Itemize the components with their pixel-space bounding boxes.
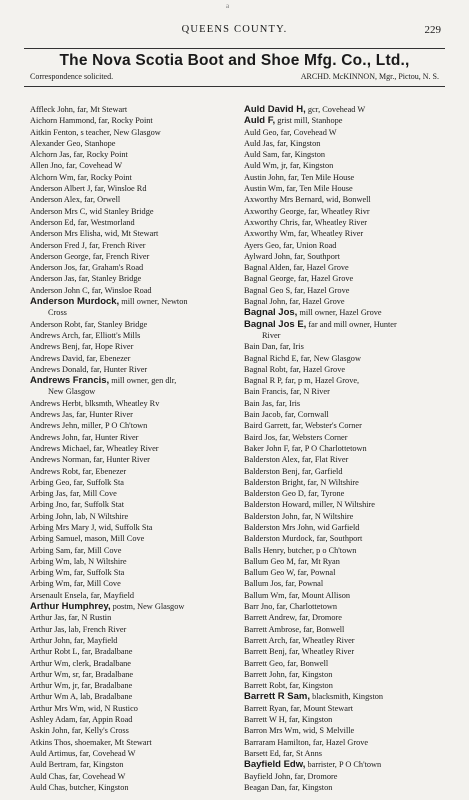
directory-entry	[30, 737, 242, 748]
directory-entry	[244, 590, 456, 601]
entry-text: mill owner, gen dlr,	[109, 376, 177, 386]
directory-entry	[30, 703, 242, 714]
directory-entry	[244, 725, 456, 736]
directory-entry	[244, 273, 456, 284]
entry-text: Baird Garrett, far, Webster's Corner	[244, 421, 362, 431]
entry-text: Arbing Wm, far, Suffolk Sta	[30, 568, 125, 578]
directory-entry	[30, 138, 242, 149]
entry-text: Atkins Thos, shoemaker, Mt Stewart	[30, 737, 152, 747]
entry-text: Anderson Alex, far, Orwell	[30, 195, 121, 205]
left-column	[30, 104, 242, 793]
directory-entry	[244, 477, 456, 488]
entry-text: Bayfield John, far, Dromore	[244, 771, 338, 781]
entry-text: Barrett Ambrose, far, Bonwell	[244, 624, 345, 634]
directory-entry	[244, 319, 456, 330]
entry-text: Ballum Jos, far, Pownal	[244, 579, 324, 589]
directory-entry	[30, 296, 242, 307]
entry-text: Arbing Samuel, mason, Mill Cove	[30, 534, 145, 544]
entry-text: Auld Wm, jr, far, Kingston	[244, 161, 334, 171]
directory-entry	[244, 567, 456, 578]
directory-entry	[30, 601, 242, 612]
directory-entry	[244, 511, 456, 522]
directory-entry	[30, 398, 242, 409]
directory-entry	[30, 127, 242, 138]
entry-text: Anderson Jas, far, Stanley Bridge	[30, 274, 142, 284]
directory-entry	[244, 703, 456, 714]
directory-entry	[30, 319, 242, 330]
directory-entry	[244, 680, 456, 691]
entry-text: Barrett Robt, far, Kingston	[244, 681, 333, 691]
entry-text: Axworthy Mrs Bernard, wid, Bonwell	[244, 195, 371, 205]
directory-entry	[244, 635, 456, 646]
entry-text: Arbing Wm, lab, N Wiltshire	[30, 556, 127, 566]
entry-text: Barr Jno, far, Charlottetown	[244, 602, 337, 612]
entry-text: Ayers Geo, far, Union Road	[244, 240, 337, 250]
entry-text: Balls Henry, butcher, p o Ch'town	[244, 545, 357, 555]
directory-entry	[244, 432, 456, 443]
entry-text: Arbing Mrs Mary J, wid, Suffolk Sta	[30, 522, 153, 532]
directory-entry	[244, 624, 456, 635]
directory-entry	[244, 601, 456, 612]
directory-entry	[30, 330, 242, 341]
entry-text: Bagnal R P, far, p m, Hazel Grove,	[244, 376, 360, 386]
entry-text: Arthur Jas, far, N Rustin	[30, 613, 112, 623]
directory-entry	[30, 420, 242, 431]
entry-text: Baird Jos, far, Websters Corner	[244, 432, 348, 442]
entry-text: blacksmith, Kingston	[310, 692, 384, 702]
entry-text: Arthur John, far, Mayfield	[30, 635, 118, 645]
entry-text: Auld Artimus, far, Covehead W	[30, 748, 136, 758]
directory-entry	[30, 285, 242, 296]
entry-text: Andrews Robt, far, Ebenezer	[30, 466, 127, 476]
entry-text: Andrews Herbt, blksmth, Wheatley Rv	[30, 398, 160, 408]
entry-text: Andrews Jas, far, Hunter River	[30, 410, 133, 420]
entry-text: Balderston John, far, N Wiltshire	[244, 511, 354, 521]
directory-entry	[244, 782, 456, 793]
entry-text: Arthur Wm A, lab, Bradalbane	[30, 692, 133, 702]
entry-text: Baker John F, far, P O Charlottetown	[244, 443, 367, 453]
entry-text: Andrews Norman, far, Hunter River	[30, 455, 150, 465]
entry-text: Barrett Arch, far, Wheatley River	[244, 635, 355, 645]
directory-entry	[30, 511, 242, 522]
entry-text: Barron Mrs Wm, wid, S Melville	[244, 726, 355, 736]
directory-entry	[244, 646, 456, 657]
directory-entry	[30, 149, 242, 160]
entry-text: Arbing Geo, far, Suffolk Sta	[30, 477, 124, 487]
entry-text: Balderston Benj, far, Garfield	[244, 466, 343, 476]
directory-entry	[244, 454, 456, 465]
directory-entry	[30, 206, 242, 217]
directory-entry	[244, 217, 456, 228]
directory-entry	[30, 251, 242, 262]
directory-entry	[244, 341, 456, 352]
entry-continuation: New Glasgow	[48, 387, 96, 397]
entry-text: Anderson John C, far, Winsloe Road	[30, 285, 152, 295]
entry-text: Anderson Albert J, far, Winsloe Rd	[30, 184, 147, 194]
entry-text: Andrews Arch, far, Elliott's Mills	[30, 330, 141, 340]
entry-text: Auld Sam, far, Kingston	[244, 150, 326, 160]
directory-entry	[244, 545, 456, 556]
directory-entry	[30, 590, 242, 601]
directory-entry	[244, 669, 456, 680]
directory-entry	[30, 488, 242, 499]
entry-name-bold: Bagnal Jos,	[244, 307, 298, 319]
advert-bottom-rule	[24, 86, 445, 87]
directory-entry	[30, 748, 242, 759]
right-column	[244, 104, 456, 793]
directory-entry	[30, 714, 242, 725]
entry-text: Arbing Sam, far, Mill Cove	[30, 545, 122, 555]
directory-entry	[30, 533, 242, 544]
entry-text: Andrews Jehn, miller, P O Ch'town	[30, 421, 148, 431]
entry-text: mill owner, Newton	[119, 297, 188, 307]
directory-entry	[244, 488, 456, 499]
directory-entry	[244, 522, 456, 533]
directory-entry	[244, 115, 456, 126]
entry-text: Bain Jas, far, Iris	[244, 398, 301, 408]
directory-entry	[30, 375, 242, 386]
directory-entry	[30, 172, 242, 183]
directory-entry	[244, 499, 456, 510]
entry-text: Austin John, far, Ten Mile House	[244, 172, 355, 182]
entry-text: Barraram Hamilton, far, Hazel Grove	[244, 737, 369, 747]
entry-text: Anderson Mrs C, wid Stanley Bridge	[30, 206, 154, 216]
entry-text: mill owner, Hazel Grove	[297, 308, 382, 318]
directory-entry	[244, 240, 456, 251]
directory-entry	[30, 443, 242, 454]
entry-text: Andrews Donald, far, Hunter River	[30, 364, 148, 374]
corner-mark: a	[226, 2, 230, 10]
entry-text: Affleck John, far, Mt Stewart	[30, 105, 128, 114]
directory-entry	[244, 160, 456, 171]
directory-entry	[244, 251, 456, 262]
entry-text: barrister, P O Ch'town	[305, 760, 382, 770]
entry-text: Arthur Jas, lab, French River	[30, 624, 127, 634]
directory-entry	[244, 228, 456, 239]
entry-text: Barrett John, far, Kingston	[244, 669, 333, 679]
entry-text: Andrews Michael, far, Wheatley River	[30, 443, 159, 453]
directory-entry	[244, 759, 456, 770]
entry-text: Auld Bertram, far, Kingston	[30, 760, 124, 770]
directory-entry	[30, 364, 242, 375]
entry-text: Anderson Jos, far, Graham's Road	[30, 263, 144, 273]
entry-text: Andrews David, far, Ebenezer	[30, 353, 131, 363]
entry-text: Auld Chas, butcher, Kingston	[30, 782, 129, 792]
entry-text: Balderston Bright, far, N Wiltshire	[244, 477, 359, 487]
entry-continuation: River	[262, 330, 281, 340]
directory-entry	[244, 364, 456, 375]
entry-name-bold: Anderson Murdock,	[30, 296, 120, 308]
entry-text: Auld Chas, far, Covehead W	[30, 771, 126, 781]
entry-text: Bain Francis, far, N River	[244, 387, 330, 397]
directory-entry	[244, 353, 456, 364]
directory-entry	[30, 477, 242, 488]
directory-entry	[244, 533, 456, 544]
entry-text: Aichorn Hammond, far, Rocky Point	[30, 116, 153, 126]
directory-entry	[244, 658, 456, 669]
directory-entry	[244, 285, 456, 296]
entry-text: Ashley Adam, far, Appin Road	[30, 715, 133, 725]
entry-text: Bagnal Alden, far, Hazel Grove	[244, 263, 349, 273]
entry-text: grist mill, Stanhope	[275, 116, 343, 126]
advert-subline	[30, 72, 439, 84]
entry-text: Arbing Wm, far, Mill Cove	[30, 579, 121, 589]
directory-entry	[244, 172, 456, 183]
entry-text: Barrett W H, far, Kingston	[244, 715, 333, 725]
entry-text: Barsett Ed, far, St Anns	[244, 748, 323, 758]
directory-entry	[244, 149, 456, 160]
directory-entry	[30, 669, 242, 680]
directory-entry	[30, 635, 242, 646]
directory-entry	[244, 386, 456, 397]
entry-text: gcr, Covehead W	[305, 105, 366, 114]
entry-text: Arbing Jas, far, Mill Cove	[30, 489, 117, 499]
entry-text: Auld Geo, far, Covehead W	[244, 127, 337, 137]
directory-entry	[30, 556, 242, 567]
entry-text: Allen Jno, far, Covehead W	[30, 161, 123, 171]
entry-text: Askin John, far, Kelly's Cross	[30, 726, 129, 736]
entry-text: far and mill owner, Hunter	[306, 319, 397, 329]
directory-entry	[30, 499, 242, 510]
entry-text: Ballum Geo M, far, Mt Ryan	[244, 556, 340, 566]
directory-entry	[30, 771, 242, 782]
directory-entry	[30, 273, 242, 284]
directory-entry	[244, 398, 456, 409]
entry-text: Bagnal Richd E, far, New Glasgow	[244, 353, 361, 363]
entry-text: Arthur Wm, clerk, Bradalbane	[30, 658, 131, 668]
directory-entry	[30, 194, 242, 205]
directory-entry	[244, 307, 456, 318]
directory-entry	[244, 556, 456, 567]
advert-left-line: Correspondence solicited.	[30, 72, 114, 81]
entry-text: Barrett Geo, far, Bonwell	[244, 658, 329, 668]
entry-name-bold: Auld David H,	[244, 104, 306, 115]
directory-entry	[244, 296, 456, 307]
entry-text: Barrett Benj, far, Wheatley River	[244, 647, 355, 657]
advert-title: The Nova Scotia Boot and Shoe Mfg. Co., Ltd.,	[59, 52, 410, 69]
directory-entry	[30, 104, 242, 115]
entry-name-bold: Auld F,	[244, 115, 276, 127]
directory-entry	[30, 646, 242, 657]
entry-name-bold: Bagnal Jos E,	[244, 318, 307, 330]
directory-entry	[30, 680, 242, 691]
directory-entry	[30, 658, 242, 669]
entry-text: Barrett Andrew, far, Dromore	[244, 613, 342, 623]
entry-text: Alchorn Jas, far, Rocky Point	[30, 150, 128, 160]
directory-entry	[30, 262, 242, 273]
directory-entry	[244, 466, 456, 477]
directory-entry	[30, 725, 242, 736]
directory-entry	[244, 578, 456, 589]
entry-text: Ballum Wm, far, Mount Allison	[244, 590, 350, 600]
directory-entry	[244, 771, 456, 782]
entry-text: Bain Jacob, far, Cornwall	[244, 410, 329, 420]
directory-entry	[30, 409, 242, 420]
entry-name-bold: Bayfield Edw,	[244, 759, 306, 771]
directory-entry	[30, 578, 242, 589]
directory-entry	[30, 782, 242, 793]
entry-text: Arbing John, lab, N Wiltshire	[30, 511, 129, 521]
running-head: QUEENS COUNTY.	[181, 24, 288, 35]
entry-text: Anderson Robt, far, Stanley Bridge	[30, 319, 148, 329]
directory-entry	[30, 612, 242, 623]
directory-entry	[30, 759, 242, 770]
directory-entry	[244, 194, 456, 205]
entry-text: Barrett Ryan, far, Mount Stewart	[244, 703, 354, 713]
entry-text: Aitkin Fenton, s teacher, New Glasgow	[30, 127, 161, 137]
entry-text: Balderston Alex, far, Flat River	[244, 455, 349, 465]
directory-entry	[244, 375, 456, 386]
entry-text: Balderston Mrs John, wid Garfield	[244, 522, 360, 532]
entry-text: Axworthy Wm, far, Wheatley River	[244, 229, 364, 239]
entry-text: Anderson Mrs Elisha, wid, Mt Stewart	[30, 229, 159, 239]
entry-name-bold: Andrews Francis,	[30, 375, 110, 387]
entry-text: Bagnal Geo S, far, Hazel Grove	[244, 285, 350, 295]
directory-entry	[30, 217, 242, 228]
entry-text: Axworthy Chris, far, Wheatley River	[244, 217, 368, 227]
directory-entry	[244, 104, 456, 115]
entry-text: Bagnal John, far, Hazel Grove	[244, 297, 345, 307]
directory-entry	[30, 228, 242, 239]
entry-name-bold: Arthur Humphrey,	[30, 601, 111, 613]
directory-entry	[30, 545, 242, 556]
entry-text: Bagnal George, far, Hazel Grove	[244, 274, 354, 284]
directory-entry	[30, 454, 242, 465]
directory-entry	[244, 206, 456, 217]
directory-entry	[244, 262, 456, 273]
page-header	[22, 24, 447, 40]
directory-entry	[30, 115, 242, 126]
entry-text: Arthur Robt L, far, Bradalbane	[30, 647, 133, 657]
directory-entry	[244, 748, 456, 759]
directory-entry	[244, 138, 456, 149]
entry-text: Alexander Geo, Stanhope	[30, 138, 116, 148]
entry-text: Arthur Wm, sr, far, Bradalbane	[30, 669, 134, 679]
directory-entry	[244, 420, 456, 431]
directory-entry	[30, 160, 242, 171]
directory-entry	[244, 691, 456, 702]
directory-entry	[244, 409, 456, 420]
entry-text: Arbing Jno, far, Suffolk Stat	[30, 500, 125, 510]
directory-entry	[30, 624, 242, 635]
advert-right-line: ARCHD. McKINNON, Mgr., Pictou, N. S.	[300, 72, 439, 81]
directory-entry	[30, 567, 242, 578]
entry-text: Austin Wm, far, Ten Mile House	[244, 184, 353, 194]
entry-text: Balderston Murdock, far, Southport	[244, 534, 363, 544]
directory-entry	[244, 714, 456, 725]
directory-entry	[244, 737, 456, 748]
directory-entry	[244, 127, 456, 138]
entry-continuation: Cross	[48, 308, 67, 318]
entry-text: Arsenault Ensela, far, Mayfield	[30, 590, 135, 600]
entry-text: Beagan Dan, far, Kingston	[244, 782, 333, 792]
entry-text: Anderson George, far, French River	[30, 251, 150, 261]
entry-text: Axworthy George, far, Wheatley Rivr	[244, 206, 370, 216]
entry-text: postm, New Glasgow	[110, 602, 185, 612]
directory-entry	[30, 183, 242, 194]
entry-text: Arthur Wm, jr, far, Bradalbane	[30, 681, 133, 691]
directory-entry	[244, 183, 456, 194]
directory-entry	[30, 432, 242, 443]
entry-text: Andrews John, far, Hunter River	[30, 432, 139, 442]
entry-text: Ballum Geo W, far, Pownal	[244, 568, 336, 578]
entry-text: Alchorn Wm, far, Rocky Point	[30, 172, 132, 182]
entry-text: Andrews Benj, far, Hope River	[30, 342, 134, 352]
entry-text: Bain Dan, far, Iris	[244, 342, 304, 352]
entry-text: Balderston Geo D, far, Tyrone	[244, 489, 345, 499]
entry-text: Aylward John, far, Southport	[244, 251, 340, 261]
entry-text: Auld Jas, far, Kingston	[244, 138, 321, 148]
directory-entry	[30, 691, 242, 702]
directory-entry	[30, 466, 242, 477]
directory-entry	[244, 443, 456, 454]
advert-top-rule	[24, 48, 445, 49]
directory-entry	[30, 341, 242, 352]
entry-text: Anderson Ed, far, Westmorland	[30, 217, 135, 227]
directory-entry	[30, 353, 242, 364]
entry-text: Bagnal Robt, far, Hazel Grove	[244, 364, 346, 374]
entry-name-bold: Barrett R Sam,	[244, 691, 310, 703]
page-number: 229	[424, 24, 441, 36]
entry-text: Balderston Howard, miller, N Wiltshire	[244, 500, 375, 510]
directory-entry	[244, 612, 456, 623]
entry-text: Arthur Mrs Wm, wid, N Rustico	[30, 703, 138, 713]
directory-entry	[30, 522, 242, 533]
directory-entry	[30, 240, 242, 251]
entry-text: Anderson Fred J, far, French River	[30, 240, 146, 250]
